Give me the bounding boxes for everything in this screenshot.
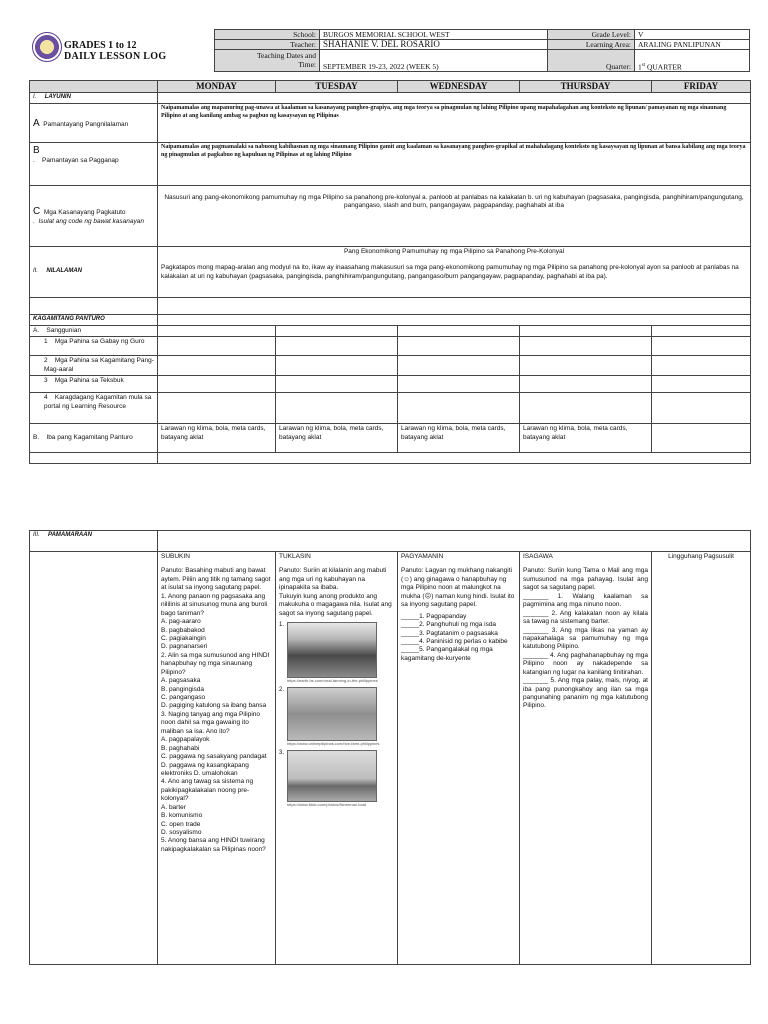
nilalaman-title: Pang Ekonomikong Pamumuhay ng mga Pilipino sa Panahong Pre-Kolonyal <box>343 248 565 255</box>
learning-resource-portal: 4 Karagdagang Kagamitan mula sa portal ng Learning Resource <box>30 393 158 424</box>
isagawa-heading: ISAGAWA <box>523 553 553 560</box>
photo-farmers <box>287 622 377 678</box>
kagamitan-heading: KAGAMITANG PANTURO <box>30 315 158 326</box>
iba-pang-kagamitan: B. Iba pang Kagamitang Panturo <box>30 424 158 453</box>
pagyamanin-item: _____1. Pagpapanday <box>401 612 467 620</box>
school-label: School: <box>215 30 320 40</box>
pagyamanin-item: _____2. Panghuhuli ng mga isda <box>401 621 497 629</box>
pagyamanin-intro: Panuto: Lagyan ng mukhang nakangiti (☺) ang ginagawa o hanapbuhay ng mga Pilipino noon at malungkot na mukha (☹) naman kung hindi. Isulat ito sa inyong sagutang papel. <box>401 567 515 609</box>
photo-1-caption: https://earth-hs.com/rural-farming-in-the-philippines <box>287 678 378 684</box>
subukin-text: Panuto: Basahing mabuti ang bawat aytem. Piliin ang titik ng tamang sagot at isulat sa inyong sagutang papel. 1. Anong panaon ng pagsasaka ang nililinis at sinusunog muna ang buroli bago taniman? A. pag-aararo B. pagbabakod C. pagiakaingin D. pagnanarseri 2. Alin sa mga sumusunod ang HINDI hanapbuhay ng mga sinaunang Pilipino? A. pagsasaka B. pangingisda C. pangangaso D. pagiging katulong sa ibang bansa 3. Naging tanyag ang mga Pilipino noon dahil sa mga gawaing ito maliban sa isa. Ano ito? A. pagpapalayok B. paghahabi C. paggawa ng sasakyang pandagat D. paggawa ng kasangkapang elektroniks D. umalohokan 4. Ano ang tawag sa sistema ng pakikipagkalakalan noong pre-kolonyal? A. barter B. komunismo C. open trade D. sosyalismo 5. Anong bansa ang HINDI tuwirang nakipagkalakalan sa Pilipinas noon? <box>161 567 271 853</box>
nilalaman-text: Pagkatapos mong mapag-aralan ang modyul na ito, ikaw ay inaasahang makasusuri sa mga pang-ekonomikong pamumuhay ng mga Pilipino sa panahong pre-kolonyal ayon sa panloob at panlabas na kalakalan at uri ng kabuhayan (pagsasaka, pangingisda, panghihiram/pangungutang, pangangaso/burn pangangayaw, pagpapanday, paghahabi at iba pa). <box>161 264 739 280</box>
layunin-heading: I. LAYUNIN <box>30 93 158 104</box>
day-friday: FRIDAY <box>652 81 751 93</box>
photo-3-caption: https://www.flickr.com/photos/fisherman-boat <box>287 802 367 808</box>
pamantayan-sa-pagganap-text: Naipamamalas ang pagmamalaki sa nabuong kabihasnan ng mga sinaunang Pilipino gamit ang kaalaman sa kasanayang pangheo-grapikal at mahahalagang konteksto ng kasaysayan ng lipunan at bansa kabilang ang mga teorya ng pinagmulan at pagkabuo ng kapuluan ng Pilipinas at ng lahing Pilipino <box>158 143 751 186</box>
area-label: Learning Area: <box>548 40 635 50</box>
day-tuesday: TUESDAY <box>276 81 398 93</box>
isagawa-item: _______ 3. Ang mga likas na yaman ay napakahalaga sa pamumuhay ng mga katutubong Pilipino. <box>523 626 648 651</box>
teacher-label: Teacher: <box>215 40 320 50</box>
kasanayang-pagkatuto: C Mga Kasanayang Pagkatuto . Isulat ang code ng bawat kasanayan <box>30 186 158 247</box>
pagyamanin-column <box>398 552 520 965</box>
pamamaraan-heading: III. PAMAMARAAN <box>30 531 158 552</box>
day-thursday: THURSDAY <box>520 81 652 93</box>
photo-rice-field <box>287 687 377 741</box>
nilalaman-heading: II. NILALAMAN <box>30 247 158 298</box>
kasanayang-pagkatuto-text: Nasusuri ang pang-ekonomikong pamumuhay ng mga Pilipino sa panahong pre-kolonyal a. panloob at panlabas na kalakalan b. uri ng kabuhayan (pagsasaka, pangingisda, panghihiram/pangungutang, pangangaso, slash and burn, pangangayaw, pagpapanday, paghahabi at iba <box>158 186 751 247</box>
area-value: ARALING PANLIPUNAN <box>635 40 750 50</box>
corner-cell <box>30 81 158 93</box>
tuklasin-text: Panuto: Suriin at kilalanin ang mabuti ang mga uri ng kabuhayan na ipinapakita sa ibaba. Tukuyin kung anong produkto ang makukuha o magagawa nila. Isulat ang sagot sa inyong sagutang papel. <box>279 567 392 617</box>
day-wednesday: WEDNESDAY <box>398 81 520 93</box>
day-monday: MONDAY <box>158 81 276 93</box>
photo-2-row: 2. <box>279 687 394 741</box>
grade-label: Grade Level: <box>548 30 635 40</box>
isagawa-column <box>520 552 652 965</box>
tuklasin-column <box>276 552 398 965</box>
isagawa-item: _______ 1. Walang kaalaman sa pagmimina ang mga ninuno noon. <box>523 592 648 609</box>
title-dll: DAILY LESSON LOG <box>64 51 167 62</box>
pagyamanin-item: _____5. Pangangalakal ng mga kagamitang de-kuryente <box>401 646 493 662</box>
quarter-value: 1st QUARTER <box>635 50 750 72</box>
teksbuk: 3 Mga Pahina sa Teksbuk <box>30 376 158 393</box>
pagyamanin-item: _____4. Paninisid ng perlas o kabibe <box>401 637 508 645</box>
lesson-log-table <box>29 80 751 464</box>
pamantayang-pangnilalaman-text: Naipamamalas ang mapanuring pag-unawa at kaalaman sa kasanayang pangheo-grapiya, ang mga teorya sa pinagmulan ng lahing Pilipino upang mapahalagahan ang konteksto ng lipunan/ pamayanan ng mga sinaunang Pilipino at ang kanilang ambag sa pagbuo ng kasaysayan ng Pilipinas <box>158 104 751 143</box>
pamamaraan-table <box>29 530 751 965</box>
dates-value: SEPTEMBER 19-23, 2022 (WEEK 5) <box>320 50 548 72</box>
gabay-ng-guro: 1 Mga Pahina sa Gabay ng Guro <box>30 337 158 356</box>
lingguhang-pagsusulit-heading: Lingguhang Pagsusulit <box>668 553 734 560</box>
quarter-label: Quarter: <box>548 50 635 72</box>
pagyamanin-item: _____3. Pagtatanim o pagsasaka <box>401 629 498 637</box>
kagamitan-cell-wednesday: Larawan ng klima, bola, meta cards, batayang aklat <box>398 424 520 453</box>
isagawa-item: _______ 2. Ang kalakalan noon ay kilala sa tawag na sistemang barter. <box>523 609 648 626</box>
photo-1-row: 1. <box>279 622 394 678</box>
title-grades: GRADES 1 to 12 <box>64 40 137 51</box>
isagawa-item: _______ 4. Ang paghahanapbuhay ng mga Pilipino noon ay nakadepende sa katangian ng lugar na kanilang tinitirahan. <box>523 651 648 676</box>
kagamitan-cell-tuesday: Larawan ng klima, bola, meta cards, batayang aklat <box>276 424 398 453</box>
school-value: BURGOS MEMORIAL SCHOOL WEST <box>320 30 548 40</box>
dates-label: Teaching Dates and Time: <box>215 50 320 72</box>
grade-value: V <box>635 30 750 40</box>
photo-3-row: 3. <box>279 750 394 802</box>
isagawa-item: _______ 5. Ang mga palay, mais, niyog, at iba pang punongkahoy ang ilan sa mga pangunahing pananim ng mga katutubong Pilipino. <box>523 677 648 710</box>
teacher-value: SHAHANIE V. DEL ROSARIO <box>320 40 548 50</box>
kagamitang-pang-mag-aaral: 2 Mga Pahina sa Kagamitang Pang-Mag-aaral <box>30 356 158 376</box>
sanggunian-label: A. Sanggunian <box>30 325 158 336</box>
header-info-table <box>214 29 750 72</box>
deped-seal <box>32 32 62 62</box>
kagamitan-cell-monday: Larawan ng klima, bola, meta cards, batayang aklat <box>158 424 276 453</box>
kagamitan-cell-thursday: Larawan ng klima, bola, meta cards, batayang aklat <box>520 424 652 453</box>
nilalaman-content <box>158 247 751 298</box>
tuklasin-heading: TUKLASIN <box>279 553 311 560</box>
pagyamanin-heading: PAGYAMANIN <box>401 553 444 560</box>
subukin-column <box>158 552 276 965</box>
photo-2-caption: https://www.onlinepilipinas.com/rice-farm-philippines <box>287 741 380 747</box>
subukin-heading: SUBUKIN <box>161 553 190 560</box>
friday-column <box>652 552 751 965</box>
photo-fishing-boat <box>287 750 377 802</box>
isagawa-intro: Panuto: Suriin kung Tama o Mali ang mga sumusunod na mga pahayag. Isulat ang sagot sa sagutang papel. <box>523 567 648 592</box>
pamantayang-pangnilalaman: A Pamantayang Pangnilalaman <box>30 104 158 143</box>
pamantayan-sa-pagganap: B . Pamantayan sa Pagganap <box>30 143 158 186</box>
